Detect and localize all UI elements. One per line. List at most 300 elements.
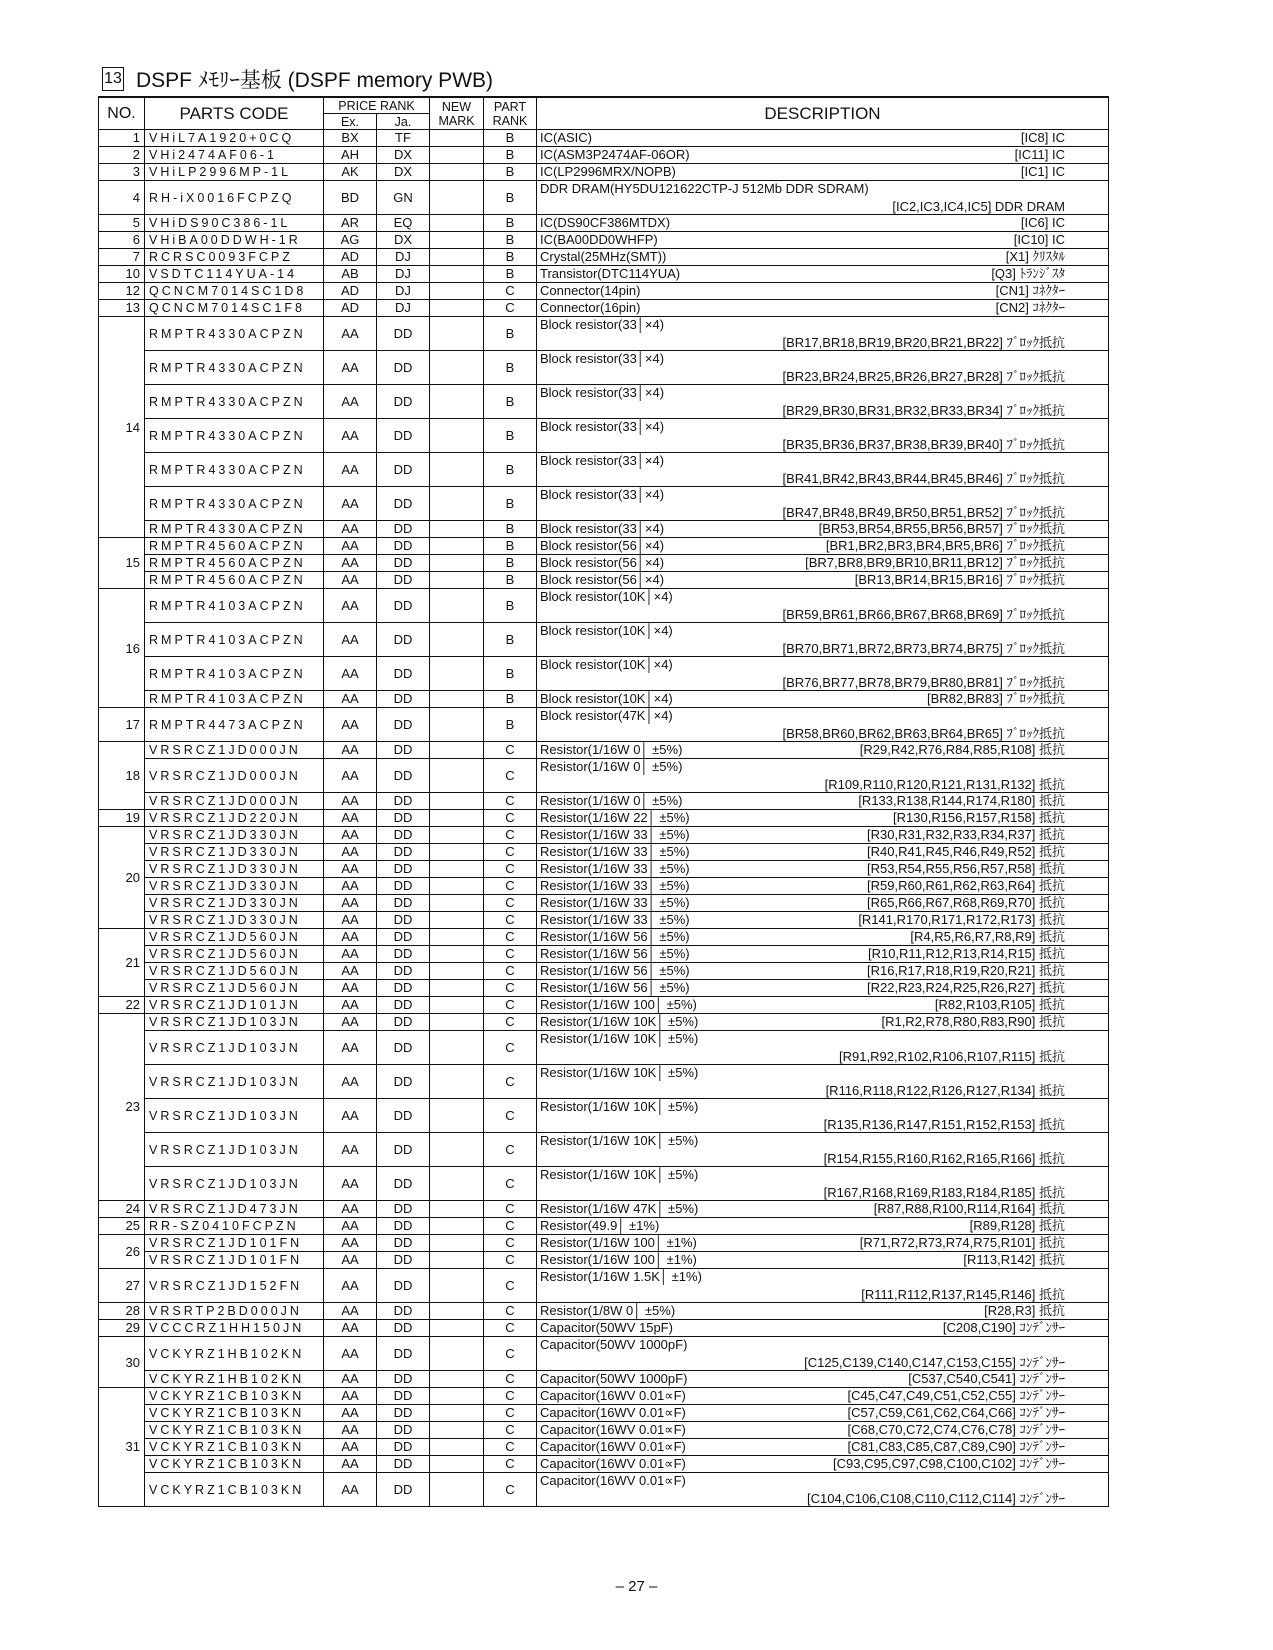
- description-text: Capacitor(50WV 1000pF): [540, 1371, 688, 1386]
- item-number: 1: [99, 130, 145, 147]
- description: [537, 1320, 1109, 1337]
- price-rank-ex: AA: [324, 521, 377, 538]
- description: [537, 691, 1109, 708]
- reference-designators: [BR7,BR8,BR9,BR10,BR11,BR12] ﾌﾞﾛｯｸ抵抗: [805, 555, 1065, 570]
- description-text: Resistor(1/16W 100│ ±1%): [540, 1235, 697, 1250]
- description-text: DDR DRAM(HY5DU121622CTP-J 512Mb DDR SDRAM): [540, 181, 869, 196]
- description-text: Resistor(1/16W 33│ ±5%): [540, 878, 690, 893]
- description-text: Resistor(49.9│ ±1%): [540, 1218, 660, 1233]
- description-text: Resistor(1/8W 0│ ±5%): [540, 1303, 676, 1318]
- price-rank-ex: AA: [324, 1133, 377, 1167]
- parts-code: VRSRCZ1JD330JN: [145, 878, 324, 895]
- price-rank-ex: AH: [324, 147, 377, 164]
- price-rank-ja: DD: [377, 1014, 430, 1031]
- price-rank-ja: DJ: [377, 283, 430, 300]
- reference-designators: [R111,R112,R137,R145,R146] 抵抗: [861, 1287, 1065, 1302]
- part-rank: B: [484, 181, 537, 215]
- new-mark: [430, 1099, 484, 1133]
- description-text: Block resistor(56│×4): [540, 538, 665, 553]
- price-rank-ja: DD: [377, 1303, 430, 1320]
- parts-code: VRSRCZ1JD000JN: [145, 742, 324, 759]
- price-rank-ja: EQ: [377, 215, 430, 232]
- table-row: [99, 1269, 1109, 1303]
- table-row: [99, 283, 1109, 300]
- price-rank-ex: AA: [324, 912, 377, 929]
- description-text: Resistor(1/16W 10K│ ±5%): [540, 1065, 699, 1080]
- new-mark: [430, 1201, 484, 1218]
- description-text: Block resistor(47K│×4): [540, 708, 673, 723]
- parts-code: VRSRCZ1JD330JN: [145, 912, 324, 929]
- part-rank: C: [484, 283, 537, 300]
- parts-code: VRSRCZ1JD560JN: [145, 980, 324, 997]
- parts-code: RMPTR4103ACPZN: [145, 691, 324, 708]
- description-text: Capacitor(16WV 0.01∝F): [540, 1405, 686, 1420]
- parts-code: RMPTR4330ACPZN: [145, 385, 324, 419]
- item-number: 29: [99, 1320, 145, 1337]
- new-mark: [430, 1320, 484, 1337]
- description-text: Resistor(1/16W 33│ ±5%): [540, 895, 690, 910]
- reference-designators: [R40,R41,R45,R46,R49,R52] 抵抗: [867, 844, 1065, 859]
- description-text: Block resistor(10K│×4): [540, 691, 673, 706]
- new-mark: [430, 1388, 484, 1405]
- price-rank-ja: DD: [377, 929, 430, 946]
- part-rank: B: [484, 419, 537, 453]
- new-mark: [430, 980, 484, 997]
- parts-code: VRSRCZ1JD560JN: [145, 946, 324, 963]
- new-mark: [430, 351, 484, 385]
- part-rank: C: [484, 980, 537, 997]
- price-rank-ja: DD: [377, 980, 430, 997]
- price-rank-ja: TF: [377, 130, 430, 147]
- parts-code: VRSRCZ1JD473JN: [145, 1201, 324, 1218]
- table-row: [99, 708, 1109, 742]
- description: [537, 130, 1109, 147]
- part-rank: B: [484, 215, 537, 232]
- table-row: [99, 1337, 1109, 1371]
- item-number: 31: [99, 1388, 145, 1507]
- part-rank: B: [484, 487, 537, 521]
- new-mark: [430, 759, 484, 793]
- parts-code: VCKYRZ1CB103KN: [145, 1422, 324, 1439]
- parts-code: RH-iX0016FCPZQ: [145, 181, 324, 215]
- reference-designators: [R71,R72,R73,R74,R75,R101] 抵抗: [859, 1235, 1065, 1250]
- parts-code: VRSRCZ1JD330JN: [145, 827, 324, 844]
- table-row: [99, 572, 1109, 589]
- description: [537, 215, 1109, 232]
- parts-code: RMPTR4103ACPZN: [145, 589, 324, 623]
- part-rank: B: [484, 538, 537, 555]
- table-row: [99, 1099, 1109, 1133]
- price-rank-ex: AA: [324, 1099, 377, 1133]
- reference-designators: [BR59,BR61,BR66,BR67,BR68,BR69] ﾌﾞﾛｯｸ抵抗: [782, 607, 1065, 622]
- description: [537, 810, 1109, 827]
- table-row: [99, 1235, 1109, 1252]
- price-rank-ja: DD: [377, 657, 430, 691]
- parts-code: RMPTR4560ACPZN: [145, 572, 324, 589]
- new-mark: [430, 1405, 484, 1422]
- price-rank-ja: DD: [377, 589, 430, 623]
- description: [537, 1456, 1109, 1473]
- price-rank-ex: AA: [324, 827, 377, 844]
- reference-designators: [R16,R17,R18,R19,R20,R21] 抵抗: [867, 963, 1065, 978]
- parts-code: VRSRCZ1JD330JN: [145, 844, 324, 861]
- price-rank-ja: DD: [377, 742, 430, 759]
- new-mark: [430, 419, 484, 453]
- new-mark: [430, 1252, 484, 1269]
- price-rank-ex: AG: [324, 232, 377, 249]
- parts-code: QCNCM7014SC1D8: [145, 283, 324, 300]
- price-rank-ja: DD: [377, 1133, 430, 1167]
- description-text: IC(ASIC): [540, 130, 592, 145]
- table-row: [99, 317, 1109, 351]
- description-text: Resistor(1/16W 10K│ ±5%): [540, 1099, 699, 1114]
- reference-designators: [R65,R66,R67,R68,R69,R70] 抵抗: [867, 895, 1065, 910]
- reference-designators: [IC11] IC: [1014, 147, 1065, 162]
- description: [537, 351, 1109, 385]
- price-rank-ja: DD: [377, 793, 430, 810]
- parts-code: VRSRCZ1JD560JN: [145, 963, 324, 980]
- description: [537, 555, 1109, 572]
- parts-code: VRSRCZ1JD152FN: [145, 1269, 324, 1303]
- description-text: Resistor(1/16W 10K│ ±5%): [540, 1167, 699, 1182]
- part-rank: C: [484, 997, 537, 1014]
- parts-code: VRSRCZ1JD103JN: [145, 1099, 324, 1133]
- new-mark: [430, 963, 484, 980]
- reference-designators: [BR41,BR42,BR43,BR44,BR45,BR46] ﾌﾞﾛｯｸ抵抗: [782, 471, 1065, 486]
- new-mark: [430, 810, 484, 827]
- part-rank: B: [484, 555, 537, 572]
- reference-designators: [R167,R168,R169,R183,R184,R185] 抵抗: [823, 1185, 1065, 1200]
- price-rank-ja: DD: [377, 1235, 430, 1252]
- reference-designators: [C104,C106,C108,C110,C112,C114] ｺﾝﾃﾞﾝｻｰ: [807, 1491, 1065, 1506]
- reference-designators: [X1] ｸﾘｽﾀﾙ: [1005, 249, 1065, 264]
- table-row: [99, 1405, 1109, 1422]
- description-text: Block resistor(56│×4): [540, 572, 665, 587]
- table-row: [99, 1167, 1109, 1201]
- reference-designators: [BR1,BR2,BR3,BR4,BR5,BR6] ﾌﾞﾛｯｸ抵抗: [825, 538, 1065, 553]
- description-text: Block resistor(33│×4): [540, 487, 665, 502]
- part-rank: C: [484, 1439, 537, 1456]
- table-row: [99, 385, 1109, 419]
- part-rank: C: [484, 895, 537, 912]
- price-rank-ja: DD: [377, 708, 430, 742]
- table-row: [99, 1218, 1109, 1235]
- description: [537, 1337, 1109, 1371]
- new-mark: [430, 878, 484, 895]
- reference-designators: [R4,R5,R6,R7,R8,R9] 抵抗: [910, 929, 1065, 944]
- reference-designators: [C93,C95,C97,C98,C100,C102] ｺﾝﾃﾞﾝｻｰ: [833, 1456, 1065, 1471]
- price-rank-ex: AA: [324, 623, 377, 657]
- parts-code: RMPTR4560ACPZN: [145, 555, 324, 572]
- table-row: [99, 266, 1109, 283]
- description-text: Resistor(1/16W 56│ ±5%): [540, 929, 690, 944]
- reference-designators: [R10,R11,R12,R13,R14,R15] 抵抗: [867, 946, 1065, 961]
- price-rank-ex: AA: [324, 657, 377, 691]
- table-row: [99, 249, 1109, 266]
- description-text: Connector(16pin): [540, 300, 641, 315]
- part-rank: C: [484, 1201, 537, 1218]
- parts-code: VCKYRZ1CB103KN: [145, 1473, 324, 1507]
- price-rank-ja: DD: [377, 1473, 430, 1507]
- table-row: [99, 997, 1109, 1014]
- price-rank-ja: DD: [377, 623, 430, 657]
- table-row: [99, 147, 1109, 164]
- part-rank: C: [484, 1473, 537, 1507]
- description-text: Block resistor(10K│×4): [540, 623, 673, 638]
- description-text: Resistor(1/16W 10K│ ±5%): [540, 1133, 699, 1148]
- table-row: [99, 164, 1109, 181]
- item-number: 23: [99, 1014, 145, 1201]
- table-row: [99, 1303, 1109, 1320]
- part-rank: B: [484, 385, 537, 419]
- item-number: 18: [99, 742, 145, 810]
- description-text: Connector(14pin): [540, 283, 641, 298]
- description-text: Block resistor(33│×4): [540, 521, 665, 536]
- description: [537, 946, 1109, 963]
- price-rank-ja: DD: [377, 572, 430, 589]
- reference-designators: [R89,R128] 抵抗: [969, 1218, 1065, 1233]
- part-rank: C: [484, 1320, 537, 1337]
- description-text: Resistor(1/16W 100│ ±1%): [540, 1252, 697, 1267]
- table-row: [99, 589, 1109, 623]
- reference-designators: [C125,C139,C140,C147,C153,C155] ｺﾝﾃﾞﾝｻｰ: [804, 1355, 1065, 1370]
- parts-code: VRSRCZ1JD330JN: [145, 861, 324, 878]
- price-rank-ex: AA: [324, 861, 377, 878]
- price-rank-ja: DD: [377, 1439, 430, 1456]
- price-rank-ja: DD: [377, 895, 430, 912]
- section-title-text: DSPF ﾒﾓﾘｰ基板 (DSPF memory PWB): [136, 69, 494, 92]
- parts-code: RCRSC0093FCPZ: [145, 249, 324, 266]
- price-rank-ja: DD: [377, 1099, 430, 1133]
- new-mark: [430, 521, 484, 538]
- reference-designators: [R59,R60,R61,R62,R63,R64] 抵抗: [867, 878, 1065, 893]
- item-number: 4: [99, 181, 145, 215]
- description: [537, 912, 1109, 929]
- description-text: Block resistor(33│×4): [540, 351, 665, 366]
- item-number: 17: [99, 708, 145, 742]
- reference-designators: [C57,C59,C61,C62,C64,C66] ｺﾝﾃﾞﾝｻｰ: [847, 1405, 1065, 1420]
- new-mark: [430, 997, 484, 1014]
- parts-code: RMPTR4560ACPZN: [145, 538, 324, 555]
- part-rank: C: [484, 963, 537, 980]
- price-rank-ex: AA: [324, 691, 377, 708]
- description: [537, 861, 1109, 878]
- table-row: [99, 1473, 1109, 1507]
- table-row: [99, 946, 1109, 963]
- new-mark: [430, 1065, 484, 1099]
- price-rank-ex: AA: [324, 453, 377, 487]
- price-rank-ja: DJ: [377, 266, 430, 283]
- new-mark: [430, 912, 484, 929]
- price-rank-ja: DD: [377, 691, 430, 708]
- table-row: [99, 1371, 1109, 1388]
- new-mark: [430, 453, 484, 487]
- new-mark: [430, 130, 484, 147]
- description: [537, 844, 1109, 861]
- reference-designators: [BR13,BR14,BR15,BR16] ﾌﾞﾛｯｸ抵抗: [854, 572, 1065, 587]
- parts-code: VRSRCZ1JD220JN: [145, 810, 324, 827]
- part-rank: C: [484, 1422, 537, 1439]
- table-row: [99, 810, 1109, 827]
- price-rank-ex: AA: [324, 895, 377, 912]
- parts-table: [98, 96, 1109, 1507]
- part-rank: C: [484, 827, 537, 844]
- reference-designators: [R113,R142] 抵抗: [963, 1252, 1065, 1267]
- description: [537, 181, 1109, 215]
- part-rank: B: [484, 351, 537, 385]
- description: [537, 1218, 1109, 1235]
- description: [537, 487, 1109, 521]
- reference-designators: [IC10] IC: [1013, 232, 1065, 247]
- table-row: [99, 1065, 1109, 1099]
- parts-code: VHiLP2996MP-1L: [145, 164, 324, 181]
- parts-code: RMPTR4330ACPZN: [145, 351, 324, 385]
- new-mark: [430, 266, 484, 283]
- table-row: [99, 1252, 1109, 1269]
- part-rank: B: [484, 521, 537, 538]
- new-mark: [430, 1456, 484, 1473]
- reference-designators: [BR58,BR60,BR62,BR63,BR64,BR65] ﾌﾞﾛｯｸ抵抗: [782, 726, 1065, 741]
- price-rank-ex: AA: [324, 1456, 377, 1473]
- price-rank-ex: AA: [324, 1405, 377, 1422]
- item-number: 3: [99, 164, 145, 181]
- price-rank-ex: AD: [324, 283, 377, 300]
- part-rank: C: [484, 810, 537, 827]
- section-number: 13: [102, 67, 124, 91]
- new-mark: [430, 1031, 484, 1065]
- new-mark: [430, 385, 484, 419]
- table-row: [99, 980, 1109, 997]
- description-text: Resistor(1/16W 56│ ±5%): [540, 980, 690, 995]
- description-text: Capacitor(16WV 0.01∝F): [540, 1388, 686, 1403]
- new-mark: [430, 317, 484, 351]
- description-text: Resistor(1/16W 10K│ ±5%): [540, 1031, 699, 1046]
- new-mark: [430, 1133, 484, 1167]
- new-mark: [430, 1473, 484, 1507]
- description-text: Resistor(1/16W 33│ ±5%): [540, 912, 690, 927]
- part-rank: C: [484, 1065, 537, 1099]
- price-rank-ja: DD: [377, 759, 430, 793]
- price-rank-ja: GN: [377, 181, 430, 215]
- price-rank-ex: AA: [324, 1235, 377, 1252]
- parts-code: VRSRCZ1JD103JN: [145, 1065, 324, 1099]
- description-text: Resistor(1/16W 22│ ±5%): [540, 810, 690, 825]
- description: [537, 1388, 1109, 1405]
- parts-code: RMPTR4473ACPZN: [145, 708, 324, 742]
- part-rank: B: [484, 453, 537, 487]
- table-row: [99, 351, 1109, 385]
- table-row: [99, 538, 1109, 555]
- price-rank-ja: DD: [377, 1269, 430, 1303]
- price-rank-ja: DD: [377, 385, 430, 419]
- description: [537, 147, 1109, 164]
- price-rank-ja: DD: [377, 1456, 430, 1473]
- table-row: [99, 1031, 1109, 1065]
- parts-code: VCCCRZ1HH150JN: [145, 1320, 324, 1337]
- part-rank: C: [484, 1456, 537, 1473]
- price-rank-ex: AA: [324, 997, 377, 1014]
- item-number: 14: [99, 317, 145, 538]
- part-rank: C: [484, 759, 537, 793]
- price-rank-ex: AB: [324, 266, 377, 283]
- description: [537, 1014, 1109, 1031]
- description: [537, 742, 1109, 759]
- reference-designators: [IC2,IC3,IC4,IC5] DDR DRAM: [892, 199, 1065, 214]
- table-row: [99, 232, 1109, 249]
- part-rank: B: [484, 572, 537, 589]
- price-rank-ja: DD: [377, 317, 430, 351]
- description-text: IC(BA00DD0WHFP): [540, 232, 658, 247]
- price-rank-ex: AA: [324, 1269, 377, 1303]
- price-rank-ex: AA: [324, 878, 377, 895]
- price-rank-ex: AA: [324, 351, 377, 385]
- part-rank: B: [484, 147, 537, 164]
- parts-code: VRSRTP2BD000JN: [145, 1303, 324, 1320]
- parts-code: VCKYRZ1HB102KN: [145, 1337, 324, 1371]
- price-rank-ja: DD: [377, 351, 430, 385]
- reference-designators: [BR82,BR83] ﾌﾞﾛｯｸ抵抗: [927, 691, 1065, 706]
- reference-designators: [R116,R118,R122,R126,R127,R134] 抵抗: [825, 1083, 1065, 1098]
- reference-designators: [R133,R138,R144,R174,R180] 抵抗: [858, 793, 1065, 808]
- price-rank-ex: AA: [324, 946, 377, 963]
- parts-code: VRSRCZ1JD103JN: [145, 1133, 324, 1167]
- parts-code: RR-SZ0410FCPZN: [145, 1218, 324, 1235]
- price-rank-ex: AA: [324, 929, 377, 946]
- item-number: 10: [99, 266, 145, 283]
- description: [537, 623, 1109, 657]
- price-rank-ja: DX: [377, 147, 430, 164]
- table-row: [99, 1456, 1109, 1473]
- price-rank-ex: AA: [324, 1201, 377, 1218]
- new-mark: [430, 1439, 484, 1456]
- description-text: Block resistor(33│×4): [540, 317, 665, 332]
- table-row: [99, 419, 1109, 453]
- reference-designators: [C537,C540,C541] ｺﾝﾃﾞﾝｻｰ: [908, 1371, 1065, 1386]
- new-mark: [430, 1235, 484, 1252]
- description: [537, 419, 1109, 453]
- price-rank-ex: AA: [324, 1320, 377, 1337]
- parts-table-body: [99, 130, 1109, 1507]
- price-rank-ja: DD: [377, 844, 430, 861]
- reference-designators: [Q3] ﾄﾗﾝｼﾞｽﾀ: [991, 266, 1065, 281]
- price-rank-ex: AA: [324, 1439, 377, 1456]
- reference-designators: [BR47,BR48,BR49,BR50,BR51,BR52] ﾌﾞﾛｯｸ抵抗: [782, 505, 1065, 520]
- price-rank-ja: DD: [377, 521, 430, 538]
- parts-code: VHi2474AF06-1: [145, 147, 324, 164]
- reference-designators: [BR70,BR71,BR72,BR73,BR74,BR75] ﾌﾞﾛｯｸ抵抗: [782, 641, 1065, 656]
- description: [537, 657, 1109, 691]
- price-rank-ex: AA: [324, 1218, 377, 1235]
- parts-code: VSDTC114YUA-14: [145, 266, 324, 283]
- item-number: 6: [99, 232, 145, 249]
- description-text: IC(DS90CF386MTDX): [540, 215, 671, 230]
- description-text: IC(LP2996MRX/NOPB): [540, 164, 676, 179]
- header-ja: Ja.: [377, 114, 430, 130]
- description-text: Block resistor(10K│×4): [540, 657, 673, 672]
- part-rank: C: [484, 878, 537, 895]
- price-rank-ja: DD: [377, 1320, 430, 1337]
- table-row: [99, 1201, 1109, 1218]
- part-rank: C: [484, 1337, 537, 1371]
- description: [537, 963, 1109, 980]
- reference-designators: [R91,R92,R102,R106,R107,R115] 抵抗: [839, 1049, 1065, 1064]
- price-rank-ex: AA: [324, 759, 377, 793]
- table-row: [99, 130, 1109, 147]
- price-rank-ex: AA: [324, 1252, 377, 1269]
- parts-code: VCKYRZ1HB102KN: [145, 1371, 324, 1388]
- reference-designators: [BR35,BR36,BR37,BR38,BR39,BR40] ﾌﾞﾛｯｸ抵抗: [782, 437, 1065, 452]
- parts-code: RMPTR4330ACPZN: [145, 317, 324, 351]
